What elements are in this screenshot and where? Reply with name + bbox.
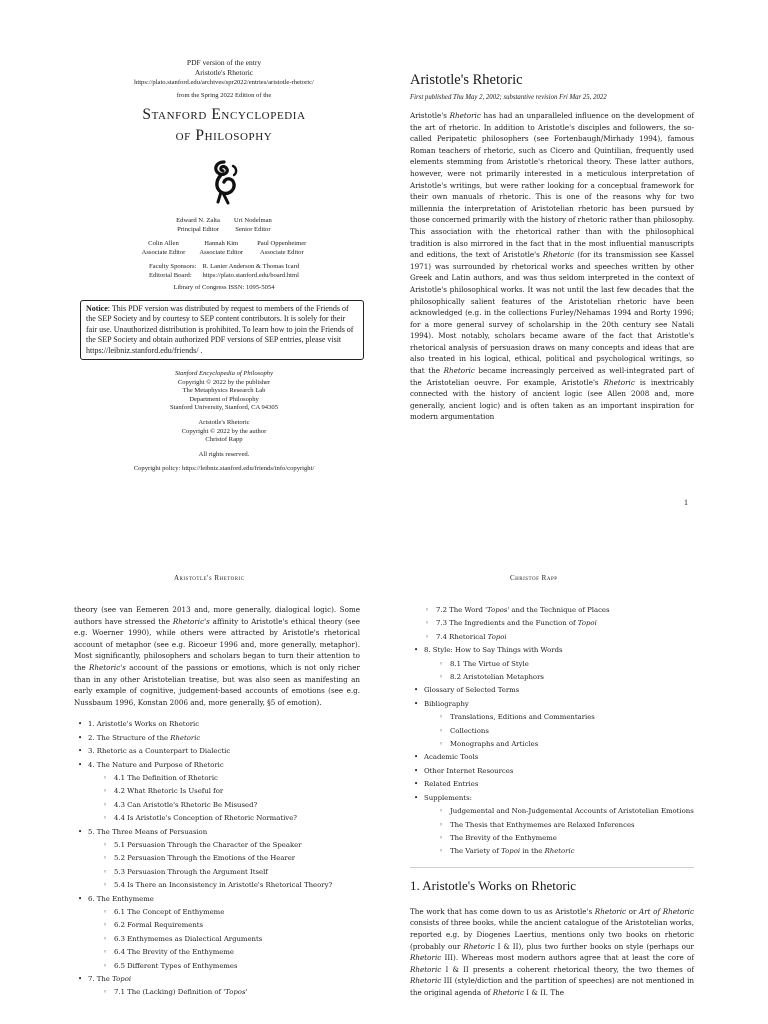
toc-subitem[interactable]: ◦ 4.1 The Definition of Rhetoric — [100, 772, 360, 785]
left-column — [74, 604, 360, 1000]
publisher-line: The Metaphysics Research Lab — [182, 387, 266, 395]
publisher-line: Copyright © 2022 by the publisher — [177, 378, 271, 386]
toc-subitem[interactable]: ◦ 5.4 Is There an Inconsistency in Aristotle's Rhetorical Theory? — [100, 879, 360, 892]
toc-item[interactable]: • Bibliography ◦ Translations, Editions and Commentaries ◦ Collections ◦ Monographs and Articles — [410, 698, 694, 752]
rights-line: All rights reserved. — [198, 450, 250, 458]
editor — [176, 216, 220, 234]
table-of-contents — [74, 718, 360, 1000]
publisher-line: Stanford University, Stanford, CA 94305 — [170, 404, 278, 412]
pdf-page-2 — [0, 512, 768, 1024]
toc-item[interactable]: • 4. The Nature and Purpose of Rhetoric ◦ 4.1 The Definition of Rhetoric ◦ 4.2 What Rhetoric Is Useful for ◦ 4.3 Can Aristotle's Rhetoric Be Misused? ◦ 4.4 Is Aristotle's Conception of Rhetoric Normative? — [74, 759, 360, 826]
section-heading: 1. Aristotle's Works on Rhetoric — [410, 867, 694, 894]
encyclopedia-title-line2: of Philosophy — [175, 127, 273, 144]
toc-continued — [410, 604, 694, 644]
archive-url[interactable]: https://plato.stanford.edu/archives/spr2022/entries/aristotle-rhetoric/ — [134, 79, 314, 86]
section1-paragraph: The work that has come down to us as Aristotle's Rhetoric or Art of Rhetoric consists of three books, while the ancient catalogue of the Aristotelian works, reported e.g. by Diogenes Laertius, mentions only two books on rhetoric (probably our Rhetoric I & II), plus two further books on style (perhaps our Rhetoric III). Whereas most modern authors agree that at least the core of Rhetoric I & II presents a coherent rhetorical theory, the two themes of Rhetoric III (style/diction and the partition of speeches) are not mentioned in the original agenda of Rhetoric I & II. The — [410, 906, 694, 997]
toc-subitem[interactable]: ◦ The Brevity of the Enthymeme — [436, 832, 694, 845]
editor-role: Associate Editor — [199, 249, 244, 256]
toc-subitem[interactable]: ◦ The Thesis that Enthymemes are Relaxed Inferences — [436, 819, 694, 832]
principal-editors — [88, 216, 360, 234]
toc-item[interactable]: • Academic Tools — [410, 751, 694, 764]
publisher-name: Stanford Encyclopedia of Philosophy — [174, 370, 274, 378]
copyright-block — [88, 370, 360, 474]
toc-item[interactable]: • 3. Rhetoric as a Counterpart to Dialectic — [74, 745, 360, 758]
editor — [142, 239, 186, 257]
toc-item[interactable]: • Related Entries — [410, 778, 694, 791]
board-label: Editorial Board: — [148, 272, 192, 279]
toc-item[interactable]: • 2. The Structure of the Rhetoric — [74, 732, 360, 745]
editor-name: Edward N. Zalta — [176, 217, 220, 224]
toc-subitem[interactable]: ◦ 5.3 Persuasion Through the Argument Itself — [100, 866, 360, 879]
toc-item[interactable]: • 5. The Three Means of Persuasion ◦ 5.1 Persuasion Through the Character of the Speaker ◦ 5.2 Persuasion Through the Emotions of the Hearer ◦ 5.3 Persuasion Through the Argument Itself ◦ 5.4 Is There an Inconsistency in Aristotle's Rhetorical Theory? — [74, 826, 360, 893]
entry-first-page — [410, 72, 694, 423]
author-line: Christof Rapp — [205, 436, 243, 444]
toc-item[interactable]: • 7. The Topoi ◦ 7.1 The (Lacking) Definition of 'Topos' — [74, 973, 360, 1000]
toc-subitem[interactable]: ◦ 5.2 Persuasion Through the Emotions of the Hearer — [100, 852, 360, 865]
toc-subitem[interactable]: ◦ The Variety of Topoi in the Rhetoric — [436, 845, 694, 858]
toc-item[interactable]: • Supplements: ◦ Judgemental and Non-Judgemental Accounts of Aristotelian Emotions ◦ The Thesis that Enthymemes are Relaxed Inferences ◦ The Brevity of the Enthymeme ◦ The Variety of Topoi in the Rhetoric — [410, 792, 694, 859]
author-line: Copyright © 2022 by the author — [181, 427, 267, 435]
encyclopedia-title-line1: Stanford Encyclopedia — [142, 106, 306, 123]
toc-subitem[interactable]: ◦ 7.4 Rhetorical Topoi — [422, 631, 694, 644]
toc-subitem[interactable]: ◦ Monographs and Articles — [436, 738, 694, 751]
author-line: Aristotle's Rhetoric — [198, 419, 250, 426]
toc-item[interactable]: • Other Internet Resources — [410, 765, 694, 778]
toc-subitem[interactable]: ◦ 6.5 Different Types of Enthymemes — [100, 960, 360, 973]
publication-date: First published Thu May 2, 2002; substantive revision Fri Mar 25, 2022 — [410, 94, 607, 101]
toc-subitem[interactable]: ◦ 6.3 Enthymemes as Dialectical Arguments — [100, 933, 360, 946]
editor-role: Associate Editor — [259, 249, 304, 256]
toc-subitem[interactable]: ◦ 7.2 The Word 'Topos' and the Technique of Places — [422, 604, 694, 617]
notice-box — [80, 300, 364, 360]
sep-logo-icon — [207, 158, 241, 206]
editor-name: Paul Oppenheimer — [257, 240, 307, 247]
running-header-left: Aristotle's Rhetoric — [174, 574, 245, 582]
editor — [199, 239, 243, 257]
toc-subitem[interactable]: ◦ Collections — [436, 725, 694, 738]
running-header-right: Christof Rapp — [510, 574, 558, 582]
publisher-line: Department of Philosophy — [189, 395, 259, 403]
toc-subitem[interactable]: ◦ 7.3 The Ingredients and the Function of Topoi — [422, 617, 694, 630]
notice-text: : This PDF version was distributed by request to members of the Friends of the SEP Society and by courtesy to SEP content contributors. It is solely for their fair use. Unauthorized distribution is prohibited. To learn how to join the Friends of the SEP Society and obtain authorized PDF versions of SEP entries, please visit https://leibniz.stanford.edu/friends/ . — [86, 304, 354, 355]
title-page — [88, 58, 360, 474]
toc-subitem[interactable]: ◦ 7.1 The (Lacking) Definition of 'Topos' — [100, 986, 360, 999]
editor-name: Colin Allen — [148, 240, 179, 247]
editor-role: Associate Editor — [141, 249, 186, 256]
edition-line: from the Spring 2022 Edition of the — [176, 92, 272, 99]
editor — [234, 216, 272, 234]
toc-subitem[interactable]: ◦ 4.2 What Rhetoric Is Useful for — [100, 785, 360, 798]
toc-subitem[interactable]: ◦ 5.1 Persuasion Through the Character of the Speaker — [100, 839, 360, 852]
preamble-continued: theory (see van Eemeren 2013 and, more generally, dialogical logic). Some authors have stressed the Rhetoric's affinity to Aristotle's ethical theory (see e.g. Woerner 1990), while others were attracted by Aristotle's rhetorical account of metaphor (see e.g. Ricoeur 1996 and, more generally, metaphor). Most significantly, philosophers and scholars began to turn their attention to the Rhetoric's account of the passions or emotions, which is not only richer than in any other Aristotelian treatise, but was also seen as manifesting an early example of cognitive, judgement-based accounts of emotions (see e.g. Nussbaum 1996, Konstan 2006 and, more generally, §5 of emotion). — [74, 605, 360, 707]
sponsors-label: Faculty Sponsors: — [148, 263, 197, 270]
toc-subitem[interactable]: ◦ 6.4 The Brevity of the Enthymeme — [100, 946, 360, 959]
sponsors-value: R. Lanier Anderson & Thomas Icard — [202, 263, 299, 270]
toc-item[interactable]: • 8. Style: How to Say Things with Words ◦ 8.1 The Virtue of Style ◦ 8.2 Aristotelian Metaphors — [410, 644, 694, 684]
entry-heading: Aristotle's Rhetoric — [410, 72, 523, 88]
toc-subitem[interactable]: ◦ 4.4 Is Aristotle's Conception of Rhetoric Normative? — [100, 812, 360, 825]
toc-subitem[interactable]: ◦ Judgemental and Non-Judgemental Accounts of Aristotelian Emotions — [436, 805, 694, 818]
page-number: 1 — [684, 498, 688, 507]
board-url[interactable]: https://plato.stanford.edu/board.html — [202, 272, 299, 279]
copyright-policy[interactable]: Copyright policy: https://leibniz.stanford.edu/friends/info/copyright/ — [133, 465, 315, 473]
editor-name: Uri Nodelman — [233, 217, 272, 224]
pdf-version-line: PDF version of the entry — [186, 58, 262, 67]
toc-item[interactable]: • 1. Aristotle's Works on Rhetoric — [74, 718, 360, 731]
toc-subitem[interactable]: ◦ 8.2 Aristotelian Metaphors — [436, 671, 694, 684]
editor — [257, 239, 306, 257]
issn: Library of Congress ISSN: 1095-5054 — [173, 284, 275, 291]
toc-item[interactable]: • Glossary of Selected Terms — [410, 684, 694, 697]
toc-subitem[interactable]: ◦ 8.1 The Virtue of Style — [436, 658, 694, 671]
associate-editors — [88, 239, 360, 257]
toc-subitem[interactable]: ◦ 4.3 Can Aristotle's Rhetoric Be Misused? — [100, 799, 360, 812]
toc-subitem[interactable]: ◦ 6.2 Formal Requirements — [100, 919, 360, 932]
right-column — [410, 604, 694, 998]
toc-subitem[interactable]: ◦ 6.1 The Concept of Enthymeme — [100, 906, 360, 919]
table-of-contents-continued — [410, 604, 694, 859]
entry-title-small: Aristotle's Rhetoric — [194, 68, 254, 77]
editor-name: Hannah Kim — [204, 240, 239, 247]
toc-item[interactable]: • 6. The Enthymeme ◦ 6.1 The Concept of Enthymeme ◦ 6.2 Formal Requirements ◦ 6.3 Enthymemes as Dialectical Arguments ◦ 6.4 The Brevity of the Enthymeme ◦ 6.5 Different Types of Enthymemes — [74, 893, 360, 973]
editor-role: Senior Editor — [235, 226, 271, 233]
notice-label: Notice — [86, 304, 108, 313]
editor-list — [88, 216, 360, 292]
toc-subitem[interactable]: ◦ Translations, Editions and Commentaries — [436, 711, 694, 724]
editor-role: Principal Editor — [177, 226, 219, 233]
preamble-paragraph: Aristotle's Rhetoric has had an unparalleled influence on the development of the art of rhetoric. In addition to Aristotle's disciples and followers, the so-called Peripatetic philosophers (see Fortenbaugh/Mirhady 1994), famous Roman teachers of rhetoric, such as Cicero and Quintilian, frequently used elements stemming from Aristotle's rhetorical theory. These latter authors, however, were not primarily interested in a meticulous interpretation of Aristotle's writings, but were rather looking for a conceptual framework for their own manuals of rhetoric. This is one of the reasons why for two millennia the interpretation of Aristotelian rhetoric has been pursued by those concerned primarily with the history of rhetoric rather than philosophy. This association with the rhetorical rather than with the philosophical tradition is also mirrored in the fact that in the most influential manuscripts and editions, the text of Aristotle's Rhetoric (for its transmission see Kassel 1971) was surrounded by rhetorical works and speeches written by other Greek and Latin authors, and was thus seldom interpreted in the context of Aristotle's philosophical works. It was not until the last few decades that the philosophically salient features of the Aristotelian rhetoric have been acknowledged (e.g. in the collections Furley/Nehamas 1994 and Rorty 1996; for a more general survey of scholarship in the 20th century see Natali 1994). Most notably, scholars became aware of the fact that Aristotle's rhetorical analysis of persuasion draws on many concepts and ideas that are also treated in his logical, ethical, political and psychological writings, so that the Rhetoric became increasingly perceived as well-integrated part of the Aristotelian oeuvre. For example, Aristotle's Rhetoric is inextricably connected with the history of ancient logic (see Allen 2008 and, more generally, ancient logic) and is often taken as an important inspiration for modern argumentation — [410, 111, 694, 422]
sponsors-block — [88, 262, 360, 280]
